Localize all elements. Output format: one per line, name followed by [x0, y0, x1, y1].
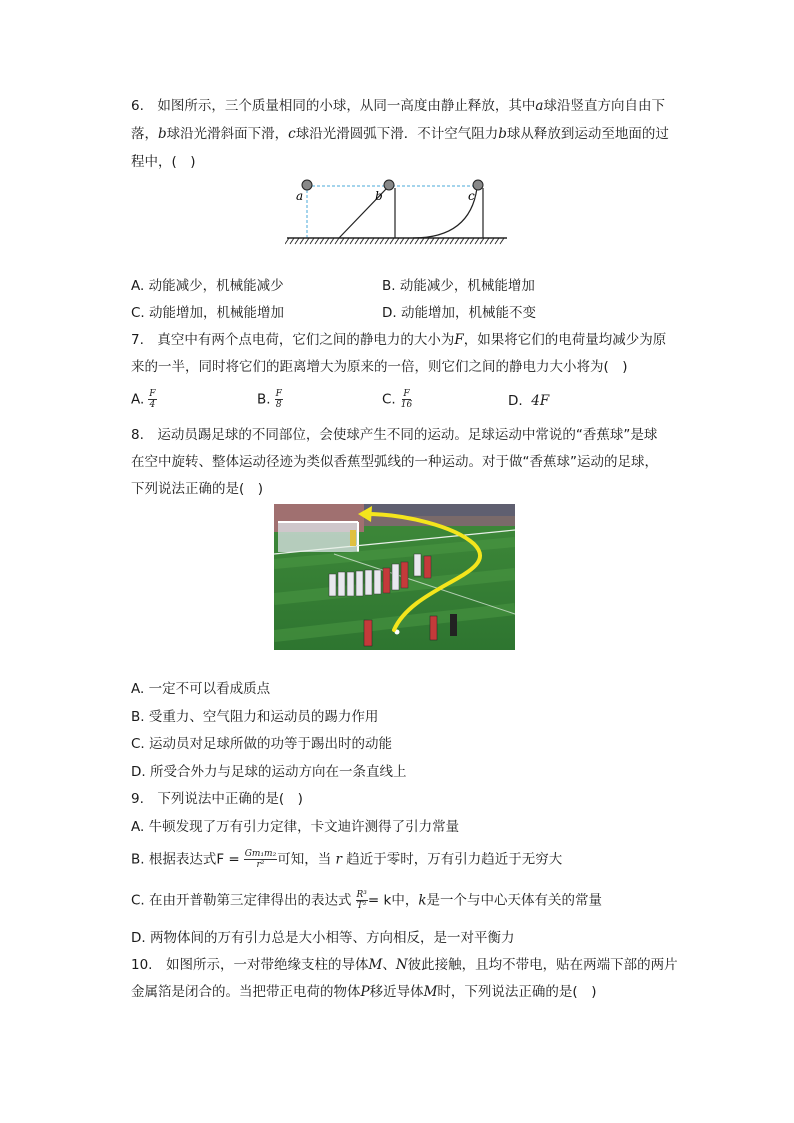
q6-line-1: 6. 如图所示，三个质量相同的小球，从同一高度由静止释放，其中a球沿竖直方向自由下: [131, 98, 665, 114]
ball-b: [384, 180, 394, 190]
kepler-fraction: $\frac{\text{R³}}{\text{T²}}$: [356, 890, 367, 911]
q6-option-d: D. 动能增加，机械能不变: [382, 305, 536, 321]
var-a: a: [535, 98, 544, 114]
q7-line-1: 7. 真空中有两个点电荷，它们之间的静电力的大小为F，如果将它们的电荷量均减少为原: [131, 332, 667, 348]
q6-line-2: 落，b球沿光滑斜面下滑，c球沿光滑圆弧下滑．不计空气阻力b球从释放到运动至地面的过: [131, 126, 669, 142]
q8-line-3: 下列说法正确的是( ): [131, 481, 264, 497]
var-F: F: [454, 332, 464, 348]
q9-option-d: D. 两物体间的万有引力总是大小相等、方向相反，是一对平衡力: [131, 930, 515, 946]
label-a: a: [296, 189, 304, 203]
q8-line-1: 8. 运动员踢足球的不同部位，会使球产生不同的运动。足球运动中常说的“香蕉球”是球: [131, 427, 658, 443]
q8-option-b: B. 受重力、空气阻力和运动员的踢力作用: [131, 709, 379, 725]
q7-option-a: A. $\frac{F}{4}$: [131, 389, 156, 410]
q9-option-a: A. 牛顿发现了万有引力定律，卡文迪许测得了引力常量: [131, 819, 460, 835]
q6-figure: [285, 176, 510, 248]
q10-line-2: 金属箔是闭合的。当把带正电荷的物体P移近导体M时，下列说法正确的是( ): [131, 984, 597, 1000]
q9-option-b: B. 根据表达式F = $\frac{\text{Gm₁m₂}}{\text{r²}}$ 可知，当 r 趋近于零时，万有引力趋近于无穷大: [131, 849, 563, 870]
q7-option-b: B. $\frac{F}{8}$: [257, 389, 282, 410]
q8-option-d: D. 所受合外力与足球的运动方向在一条直线上: [131, 764, 407, 780]
q9-line-1: 9. 下列说法中正确的是( ): [131, 791, 303, 807]
fraction-F-4: $\frac{F}{4}$: [149, 389, 156, 410]
q9-option-c: C. 在由开普勒第三定律得出的表达式 $\frac{\text{R³}}{\text{T²}}$ = k中，k是一个与中心天体有关的常量: [131, 890, 603, 911]
q6-option-b: B. 动能减少，机械能增加: [382, 278, 535, 294]
gravitation-fraction: $\frac{\text{Gm₁m₂}}{\text{r²}}$: [244, 849, 277, 870]
label-b: b: [375, 189, 383, 203]
q10-line-1: 10. 如图所示，一对带绝缘支柱的导体M、N彼此接触，且均不带电，贴在两端下部的两片: [131, 957, 678, 973]
q7-option-c: C. $\frac{F}{16}$: [382, 389, 413, 410]
fraction-F-8: $\frac{F}{8}$: [275, 389, 282, 410]
q8-option-c: C. 运动员对足球所做的功等于踢出时的动能: [131, 736, 393, 752]
q8-line-2: 在空中旋转、整体运动径迹为类似香蕉型弧线的一种运动。对于做“香蕉球”运动的足球，: [131, 454, 658, 470]
kicker: [364, 620, 372, 646]
banana-kick-photo: [274, 504, 515, 650]
ball-a: [302, 180, 312, 190]
q6-option-c: C. 动能增加，机械能增加: [131, 305, 285, 321]
q7-option-d: D. 4F: [508, 393, 550, 409]
fraction-F-16: $\frac{F}{16}$: [400, 389, 413, 410]
q7-line-2: 来的一半，同时将它们的距离增大为原来的一倍，则它们之间的静电力大小将为( ): [131, 359, 628, 375]
ground-hatch: [285, 238, 504, 244]
q8-option-a: A. 一定不可以看成质点: [131, 681, 271, 697]
goalkeeper: [350, 530, 356, 546]
q6-option-a: A. 动能减少，机械能减少: [131, 278, 284, 294]
q6-line-3: 程中，( ): [131, 154, 196, 170]
label-c: c: [468, 189, 475, 203]
